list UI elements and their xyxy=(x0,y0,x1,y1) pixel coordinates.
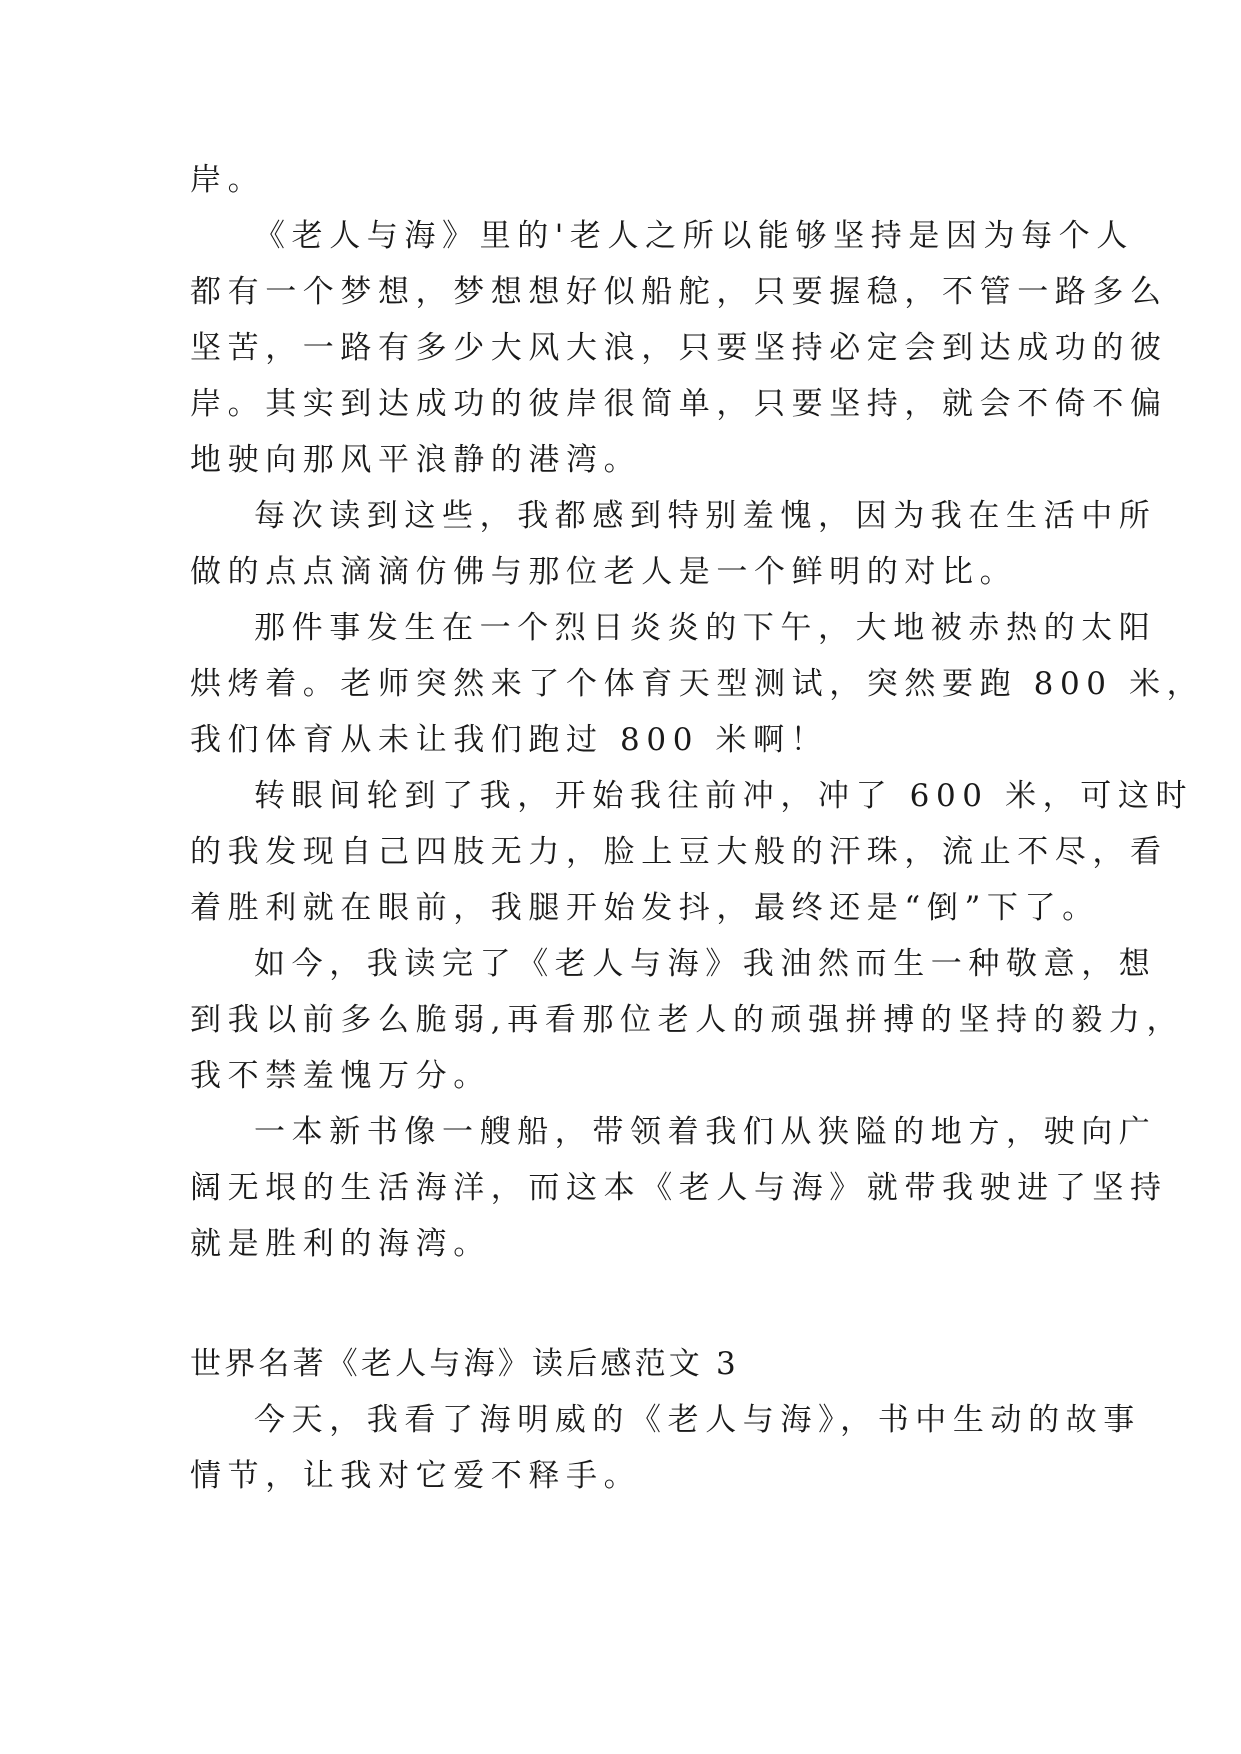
text-line: 就是胜利的海湾。 xyxy=(190,1226,491,1262)
text-line: 今天，我看了海明威的《老人与海》，书中生动的故事 xyxy=(254,1402,1141,1438)
text-line: 着胜利就在眼前，我腿开始发抖，最终还是“倒”下了。 xyxy=(190,890,1100,926)
text-line: 的我发现自己四肢无力，脸上豆大般的汗珠，流止不尽，看 xyxy=(190,834,1168,870)
text-line: 到我以前多么脆弱,再看那位老人的顽强拼搏的坚持的毅力， xyxy=(190,1002,1185,1038)
text-line: 岸。其实到达成功的彼岸很简单，只要坚持，就会不倚不偏 xyxy=(190,386,1168,422)
text-line: 坚苦，一路有多少大风大浪，只要坚持必定会到达成功的彼 xyxy=(190,330,1168,366)
text-line: 都有一个梦想，梦想想好似船舵，只要握稳，不管一路多么 xyxy=(190,274,1168,310)
text-line: 那件事发生在一个烈日炎炎的下午，大地被赤热的太阳 xyxy=(254,610,1157,646)
text-line: 转眼间轮到了我，开始我往前冲，冲了 600 米，可这时 xyxy=(254,778,1194,814)
text-line: 我们体育从未让我们跑过 800 米啊！ xyxy=(190,722,829,758)
text-line: 做的点点滴滴仿佛与那位老人是一个鲜明的对比。 xyxy=(190,554,1018,590)
text-line: 我不禁羞愧万分。 xyxy=(190,1058,491,1094)
text-line: 岸。 xyxy=(190,162,266,198)
text-line: 地驶向那风平浪静的港湾。 xyxy=(190,442,642,478)
text-line: 情节，让我对它爱不释手。 xyxy=(190,1458,642,1494)
text-line: 《老人与海》里的'老人之所以能够坚持是因为每个人 xyxy=(254,218,1134,254)
section-heading: 世界名著《老人与海》读后感范文 3 xyxy=(190,1346,739,1382)
text-line: 如今，我读完了《老人与海》我油然而生一种敬意，想 xyxy=(254,946,1157,982)
text-line: 阔无垠的生活海洋，而这本《老人与海》就带我驶进了坚持 xyxy=(190,1170,1168,1206)
text-line: 烘烤着。老师突然来了个体育天型测试，突然要跑 800 米， xyxy=(190,666,1205,702)
text-line: 一本新书像一艘船，带领着我们从狭隘的地方，驶向广 xyxy=(254,1114,1157,1150)
text-line: 每次读到这些，我都感到特别羞愧，因为我在生活中所 xyxy=(254,498,1157,534)
